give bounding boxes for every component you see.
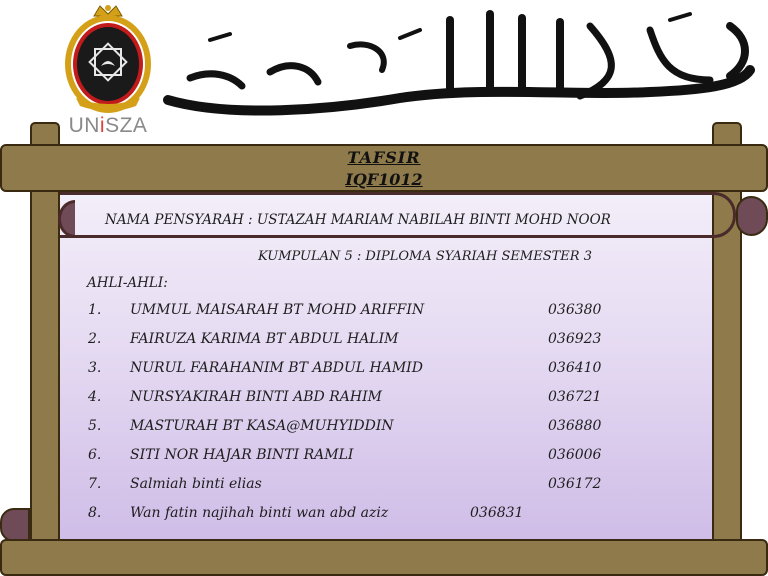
- unisza-logo: [62, 2, 154, 138]
- member-id: 036172: [548, 476, 602, 492]
- member-row: [0, 389, 768, 413]
- member-id: 036831: [470, 505, 524, 521]
- member-number: 6.: [88, 447, 102, 463]
- member-row: [0, 302, 768, 326]
- member-number: 8.: [88, 505, 102, 521]
- logo-wordmark: UNiSZA: [68, 114, 148, 137]
- course-title: TAFSIR: [347, 148, 421, 167]
- member-id: 036880: [548, 418, 602, 434]
- member-name: UMMUL MAISARAH BT MOHD ARIFFIN: [130, 302, 425, 318]
- members-heading: AHLI-AHLI:: [87, 275, 168, 291]
- member-name: Wan fatin najihah binti wan abd aziz: [130, 505, 389, 521]
- member-name: SITI NOR HAJAR BINTI RAMLI: [130, 447, 354, 463]
- crest-icon: [62, 2, 154, 114]
- member-row: [0, 360, 768, 384]
- frame-bottom-beam: [0, 539, 768, 576]
- member-number: 3.: [88, 360, 102, 376]
- member-id: 036923: [548, 331, 602, 347]
- member-id: 036006: [548, 447, 602, 463]
- member-number: 5.: [88, 418, 102, 434]
- member-name: NURUL FARAHANIM BT ABDUL HAMID: [130, 360, 423, 376]
- member-row: [0, 331, 768, 355]
- member-number: 7.: [88, 476, 102, 492]
- basmalah-calligraphy: [150, 0, 760, 130]
- group-info: KUMPULAN 5 : DIPLOMA SYARIAH SEMESTER 3: [258, 249, 592, 264]
- member-id: 036410: [548, 360, 602, 376]
- member-row: [0, 505, 768, 529]
- member-row: [0, 447, 768, 471]
- member-name: Salmiah binti elias: [130, 476, 262, 492]
- member-number: 1.: [88, 302, 102, 318]
- lecturer-name: NAMA PENSYARAH : USTAZAH MARIAM NABILAH BINTI MOHD NOOR: [105, 212, 611, 228]
- member-name: MASTURAH BT KASA@MUHYIDDIN: [130, 418, 394, 434]
- member-id: 036380: [548, 302, 602, 318]
- member-name: NURSYAKIRAH BINTI ABD RAHIM: [130, 389, 382, 405]
- member-row: [0, 418, 768, 442]
- course-code: IQF1012: [345, 170, 423, 189]
- member-row: [0, 476, 768, 500]
- member-id: 036721: [548, 389, 602, 405]
- member-name: FAIRUZA KARIMA BT ABDUL HALIM: [130, 331, 399, 347]
- scroll-end-right: [736, 196, 768, 236]
- member-number: 4.: [88, 389, 102, 405]
- member-number: 2.: [88, 331, 102, 347]
